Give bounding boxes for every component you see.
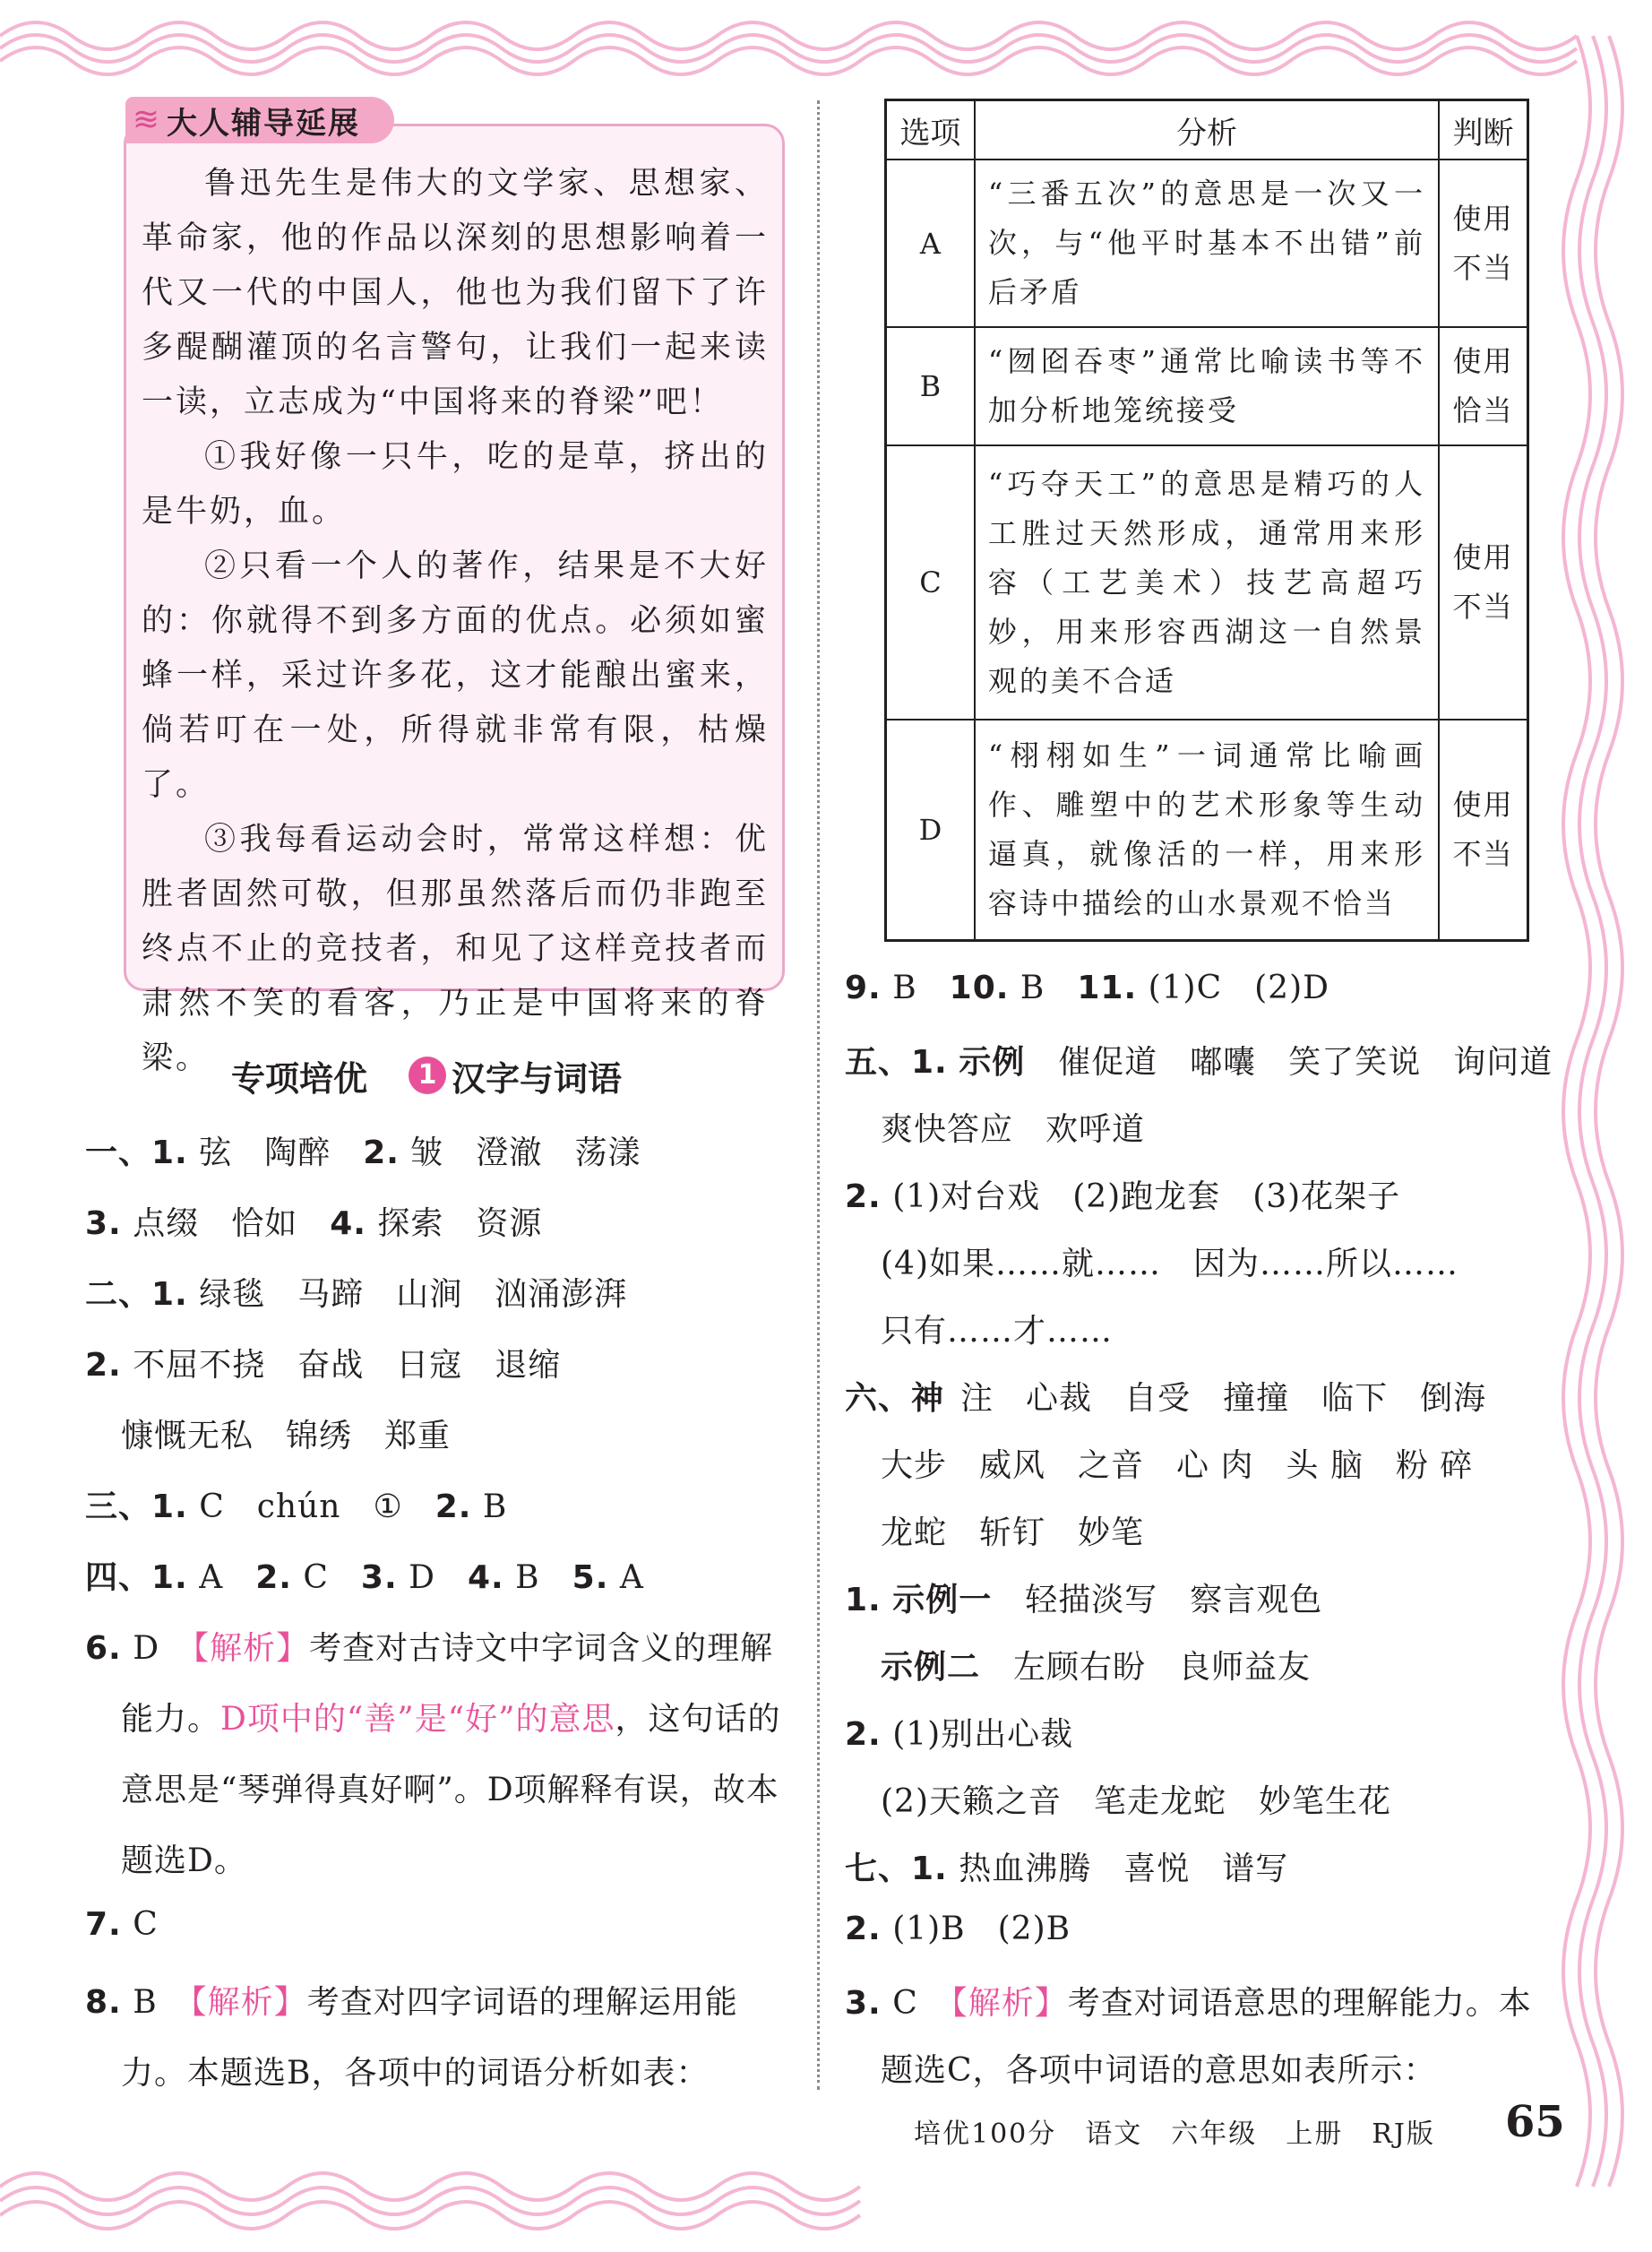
answer-line: 爽快答应 欢呼道 bbox=[881, 1111, 1146, 1148]
answer-line: 一、1. 弦 陶醉 2. 皱 澄澈 荡漾 bbox=[85, 1135, 641, 1171]
answer-line: 7. C bbox=[85, 1906, 159, 1943]
guidance-tab bbox=[125, 97, 394, 143]
table-cell-analysis: “三番五次”的意思是一次又一次，与“他平时基本不出错”前后矛盾 bbox=[975, 160, 1439, 327]
table-cell-judgment: 使用不当 bbox=[1439, 720, 1527, 940]
table-cell-analysis: “栩栩如生”一词通常比喻画作、雕塑中的艺术形象等生动逼真，就像活的一样，用来形容诗中描绘的山水景观不恰当 bbox=[975, 720, 1439, 940]
table-header-row bbox=[886, 100, 1528, 160]
answer-line: 题选C，各项中词语的意思如表所示： bbox=[881, 2052, 1437, 2089]
answer-line: 2. 不屈不挠 奋战 日寇 退缩 bbox=[85, 1347, 562, 1384]
wave-icon: ≋ bbox=[132, 101, 160, 138]
guidance-paragraph: 鲁迅先生是伟大的文学家、思想家、革命家，他的作品以深刻的思想影响着一代又一代的中国人，他也为我们留下了许多醍醐灌顶的名言警句，让我们一起来读一读，立志成为“中国将来的脊梁”吧！ bbox=[142, 166, 769, 420]
answer-line: 三、1. C chún ① 2. B bbox=[85, 1488, 508, 1525]
table-header: 判断 bbox=[1439, 100, 1527, 160]
table-row bbox=[886, 445, 1528, 720]
table-header: 分析 bbox=[975, 100, 1439, 160]
analysis-tag: 【解析】 bbox=[193, 1630, 310, 1667]
answer-line: 慷慨无私 锦绣 郑重 bbox=[121, 1418, 452, 1454]
guidance-paragraph: ②只看一个人的著作，结果是不大好的：你就得不到多方面的优点。必须如蜜蜂一样，采过许多花，这才能酿出蜜来，倘若叮在一处，所得就非常有限，枯燥了。 bbox=[142, 548, 769, 803]
section-number-badge: 1 bbox=[409, 1057, 446, 1094]
answer-line: 示例二 左顾右盼 良师益友 bbox=[881, 1649, 1312, 1686]
table-row bbox=[886, 720, 1528, 940]
analysis-tag: 【解析】 bbox=[190, 1984, 307, 2021]
column-divider bbox=[817, 100, 820, 2090]
table-header: 选项 bbox=[886, 100, 975, 160]
answer-line: 题选D。 bbox=[121, 1842, 247, 1879]
table-cell-option: B bbox=[886, 327, 975, 445]
answer-line: (2)天籁之音 笔走龙蛇 妙笔生花 bbox=[881, 1783, 1392, 1820]
answer-line: 9. B 10. B 11. (1)C (2)D bbox=[845, 970, 1329, 1006]
answer-line: 六、神 注 心裁 自受 撞撞 临下 倒海 bbox=[845, 1380, 1487, 1417]
table-cell-judgment: 使用不当 bbox=[1439, 445, 1527, 720]
answer-line: 2. (1)B (2)B bbox=[845, 1911, 1071, 1947]
section-subtitle: 汉字与词语 bbox=[452, 1058, 623, 1099]
guidance-text bbox=[142, 157, 769, 1086]
answer-line: 意思是“琴弹得真好啊”。D项解释有误，故本 bbox=[121, 1772, 779, 1808]
answer-line: 大步 威风 之音 心 肉 头 脑 粉 碎 bbox=[881, 1447, 1474, 1484]
answer-line: 力。本题选B，各项中的词语分析如表： bbox=[121, 2055, 710, 2092]
table-cell-option: C bbox=[886, 445, 975, 720]
section-heading bbox=[231, 1048, 622, 1102]
section-title: 专项培优 bbox=[231, 1058, 368, 1099]
table-cell-analysis: “囫囵吞枣”通常比喻读书等不加分析地笼统接受 bbox=[975, 327, 1439, 445]
guidance-paragraph: ①我好像一只牛，吃的是草，挤出的是牛奶，血。 bbox=[142, 439, 769, 530]
table-cell-analysis: “巧夺天工”的意思是精巧的人工胜过天然形成，通常用来形容（工艺美术）技艺高超巧妙，用来形容西湖这一自然景观的美不合适 bbox=[975, 445, 1439, 720]
answer-line: 6. D 【解析】考查对古诗文中字词含义的理解 bbox=[85, 1630, 774, 1667]
answer-line: 2. (1)别出心裁 bbox=[845, 1716, 1074, 1753]
answer-line: 四、1. A 2. C 3. D 4. B 5. A bbox=[85, 1559, 644, 1596]
book-info: 培优100分 语文 六年级 上册 RJ版 bbox=[914, 2118, 1435, 2150]
answer-line: 2. (1)对台戏 (2)跑龙套 (3)花架子 bbox=[845, 1178, 1401, 1215]
answer-line: 只有……才…… bbox=[881, 1313, 1114, 1350]
answer-line: 3. 点缀 恰如 4. 探索 资源 bbox=[85, 1205, 543, 1242]
guidance-paragraph: ③我每看运动会时，常常这样想：优胜者固然可敬，但那虽然落后而仍非跑至终点不止的竞技者，和见了这样竞技者而肃然不笑的看客，乃正是中国将来的脊梁。 bbox=[142, 822, 769, 1076]
answer-line: 1. 示例一 轻描淡写 察言观色 bbox=[845, 1582, 1323, 1618]
table-row bbox=[886, 327, 1528, 445]
table-cell-option: A bbox=[886, 160, 975, 327]
answer-line: (4)如果……就…… 因为……所以…… bbox=[881, 1246, 1459, 1282]
table-cell-judgment: 使用不当 bbox=[1439, 160, 1527, 327]
answer-line: 七、1. 热血沸腾 喜悦 谱写 bbox=[845, 1851, 1289, 1887]
table-row bbox=[886, 160, 1528, 327]
analysis-table bbox=[884, 99, 1529, 942]
answer-line: 龙蛇 斩钉 妙笔 bbox=[881, 1514, 1145, 1551]
analysis-tag: 【解析】 bbox=[951, 1985, 1068, 2022]
page-number: 65 bbox=[1505, 2097, 1565, 2147]
answer-line: 五、1. 示例 催促道 嘟囔 笑了笑说 询问道 bbox=[845, 1044, 1553, 1081]
table-cell-option: D bbox=[886, 720, 975, 940]
answer-line: 二、1. 绿毯 马蹄 山涧 汹涌澎湃 bbox=[85, 1276, 628, 1313]
table-cell-judgment: 使用恰当 bbox=[1439, 327, 1527, 445]
answer-line: 能力。D项中的“善”是“好”的意思，这句话的 bbox=[121, 1701, 781, 1738]
answer-line: 3. C 【解析】考查对词语意思的理解能力。本 bbox=[845, 1985, 1532, 2022]
answer-line: 8. B 【解析】考查对四字词语的理解运用能 bbox=[85, 1984, 738, 2021]
guidance-tab-label: 大人辅导延展 bbox=[167, 105, 360, 142]
